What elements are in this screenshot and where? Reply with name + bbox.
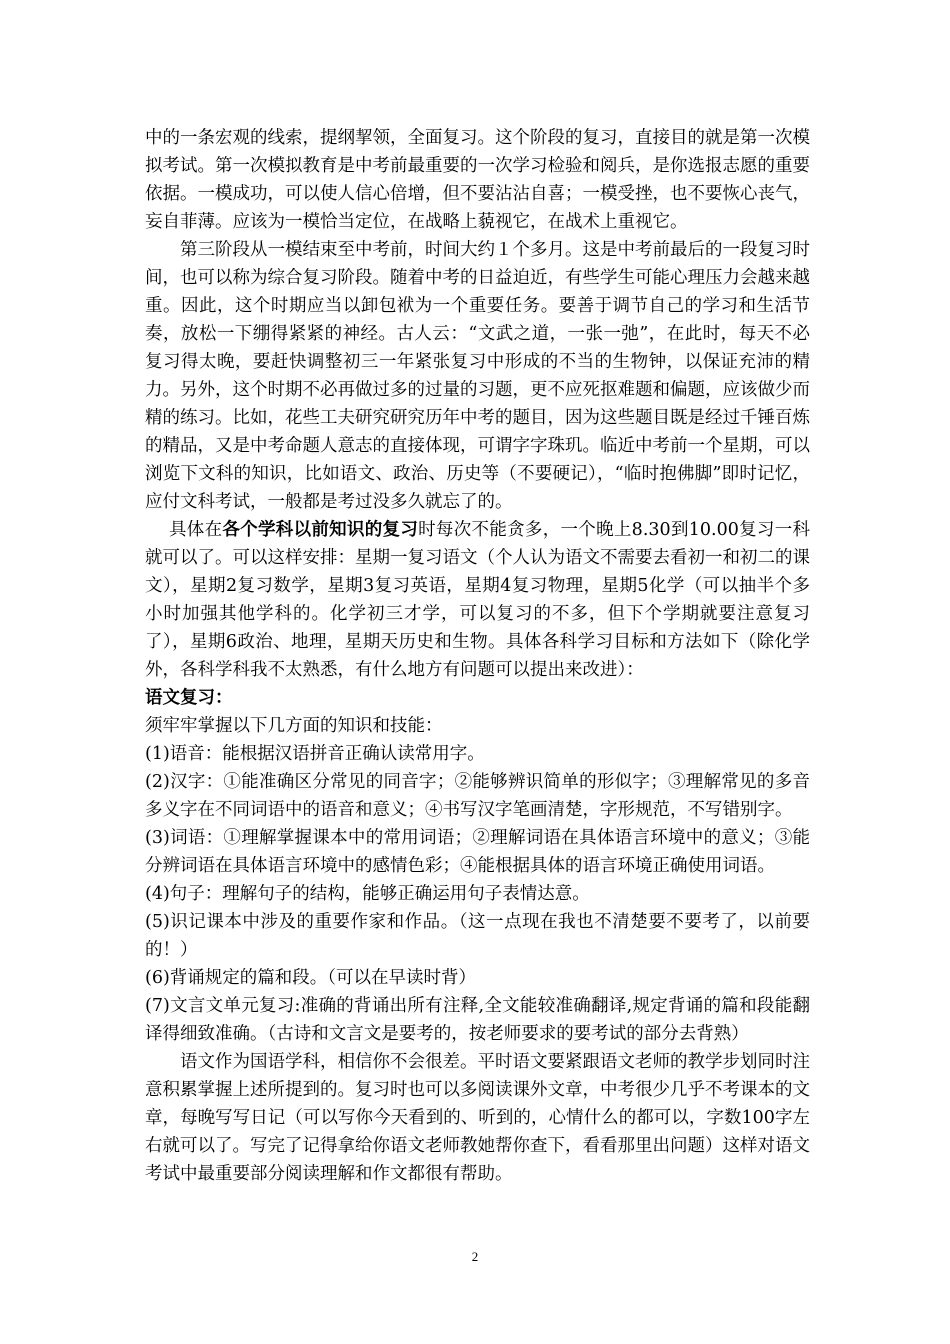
schedule-text-pre: 具体在 <box>169 520 223 540</box>
paragraph-first-phase: 中的一条宏观的线索，提纲挈领，全面复习。这个阶段的复习，直接目的就是第一次模拟考试。第一次模拟教育是中考前最重要的一次学习检验和阅兵，是你选报志愿的重要依据。一模成功，可以使人信心倍增，但不要沾沾自喜；一模受挫，也不要恢心丧气，妄自菲薄。应该为一模恰当定位，在战略上藐视它，在战术上重视它。 <box>145 128 810 232</box>
list-item: (2)汉字：①能准确区分常见的同音字；②能够辨识简单的形似字；③理解常见的多音多义字在不同词语中的语音和意义；④书写汉字笔画清楚，字形规范，不写错别字。 <box>145 772 810 820</box>
schedule-emphasis: 各个学科以前知识的复习 <box>222 520 419 540</box>
list-item: (6)背诵规定的篇和段。（可以在早读时背） <box>145 968 477 988</box>
document-page <box>145 124 810 1188</box>
list-item: (4)句子：理解句子的结构，能够正确运用句子表情达意。 <box>145 884 590 904</box>
paragraph-subject-schedule <box>145 516 810 684</box>
paragraph-chinese-summary: 语文作为国语学科，相信你不会很差。平时语文要紧跟语文老师的教学步划同时注意积累掌握上述所提到的。复习时也可以多阅读课外文章，中考很少几乎不考课本的文章，每晚写写日记（可以写你今天看到的、听到的，心情什么的都可以，字数100字左右就可以了。写完了记得拿给你语文老师教她帮你查下，看看那里出问题）这样对语文考试中最重要部分阅读理解和作文都很有帮助。 <box>145 1052 810 1184</box>
list-item: (5)识记课本中涉及的重要作家和作品。（这一点现在我也不清楚要不要考了，以前要的！） <box>145 912 810 960</box>
schedule-text-post: 时每次不能贪多，一个晚上8.30到10.00复习一科就可以了。可以这样安排：星期一复习语文（个人认为语文不需要去看初一和初二的课文），星期2复习数学，星期3复习英语，星期4复习物理，星期5化学（可以抽半个多小时加强其他学科的。化学初三才学，可以复习的不多，但下个学期就要注意复习了），星期6政治、地理，星期天历史和生物。具体各科学习目标和方法如下（除化学外，各科学科我不太熟悉，有什么地方有问题可以提出来改进）： <box>145 520 811 680</box>
page-number: 2 <box>471 1249 479 1264</box>
list-item: (1)语音：能根据汉语拼音正确认读常用字。 <box>145 744 485 764</box>
section-intro: 须牢牢掌握以下几方面的知识和技能： <box>145 716 443 736</box>
paragraph-third-phase: 第三阶段从一模结束至中考前，时间大约１个多月。这是中考前最后的一段复习时间，也可以称为综合复习阶段。随着中考的日益迫近，有些学生可能心理压力会越来越重。因此，这个时期应当以卸包袱为一个重要任务。要善于调节自己的学习和生活节奏，放松一下绷得紧紧的神经。古人云：“文武之道，一张一弛”，在此时，每天不必复习得太晚，要赶快调整初三一年紧张复习中形成的不当的生物钟，以保证充沛的精力。另外，这个时期不必再做过多的过量的习题，更不应死抠难题和偏题，应该做少而精的练习。比如，花些工夫研究研究历年中考的题目，因为这些题目既是经过千锤百炼的精品，又是中考命题人意志的直接体现，可谓字字珠玑。临近中考前一个星期，可以浏览下文科的知识，比如语文、政治、历史等（不要硬记），“临时抱佛脚”即时记忆，应付文科考试，一般都是考过没多久就忘了的。 <box>145 240 810 512</box>
list-item: (3)词语：①理解掌握课本中的常用词语；②理解词语在具体语言环境中的意义；③能分辨词语在具体语言环境中的感情色彩；④能根据具体的语言环境正确使用词语。 <box>145 828 810 876</box>
section-heading-chinese: 语文复习： <box>145 688 233 708</box>
list-item: (7)文言文单元复习:准确的背诵出所有注释,全文能较准确翻译,规定背诵的篇和段能翻译得细致准确。（古诗和文言文是要考的，按老师要求的要考试的部分去背熟） <box>145 996 810 1044</box>
